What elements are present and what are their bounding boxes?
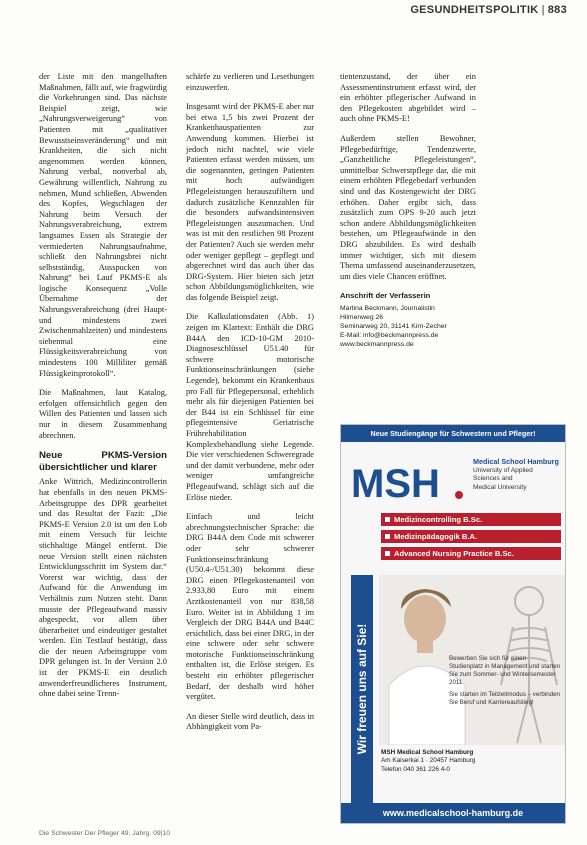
school-line: University of Applied Sciences and [473,466,533,483]
course-item [381,513,561,526]
ad-info-text: Sie starten im Teilzeitmodus – verbinden Sie Beruf und Karriereaufstieg! [449,691,560,706]
bullet-icon [385,534,390,539]
course-label: Advanced Nursing Practice B.Sc. [394,549,514,558]
address-phone: Telefon 040 361 226 4-0 [381,765,450,773]
paragraph: schärfe zu verlieren und Lesetbungen einzuwerfen. [186,72,314,92]
contact-line: Martina Beckmann, Journalistin [340,305,435,313]
ad-address [381,749,561,774]
section-subheading: Neue PKMS-Version übersichtlicher und klarer [39,450,167,473]
school-name: Medical School Hamburg [473,457,559,466]
school-description [473,458,561,492]
bullet-icon [385,517,390,522]
course-label: Medizinpädagogik B.A. [394,532,478,541]
paragraph: Die Kalkulationsdaten (Abb. 1) zeigen im Klartext: Enthält die DRG B44A den ICD-10-GM 2010-Diagnoseschlüssel U51.40 für schwere motorische Funktionseinschränkungen (siehe Legende), bekommt ein Krankenhaus pro Fall für Pflegepersonal, erheblich mehr als für diejenigen Patienten bei der B44 ist ein Schlüssel für eine pflegeintensive Geriatrische Frührehabilitation Komplexbehandlung siehe Legende. Die vier verschiedenen Schweregrade und der damit verbundene, mehr oder weniger umfangreiche Pflegeaufwand, schlägt sich auf die Erlöse nieder. [186,312,314,502]
paragraph: der Liste mit den mangelhaften Maßnahmen, fällt auf, wie fragwürdig die Vorkehrungen sind. Das nächste Beispiel zeigt, wie „Nahrungsverweigerung“ von Patienten mit „qualitativer Bewusstseinsveränderung“ und mit Krankheiten, die sich nicht angenommen werden können, Nahrung verbal, nonverbal ab, Gewährung willentlich, Nahrung zu nehmen, Mund schließen, Abwenden des Kopfes, Wegschlagen der Nahrung beim Versuch der Nahrungsverabreichung, extrem langsames Essen als Strategie der vermiederten Nahrungsaufnahme, schließt den Nahrungsbrei nicht selbstständig, Ausspucken von Nahrung“ bei Lauf PKMS-E als logische Konsequenz „Volle Übernahme der Nahrungsverabreichung (drei Haupt- und mindestens zwei Zwischenmahlzeiten) und mindestens siebenmal eine Flüssigkeitsverabreichung von mindestens 100 Milliliter gemäß Flüssigkeitsprotokoll“. [39,72,167,378]
text-column-3 [340,72,476,349]
course-list [381,513,561,564]
contact-website[interactable]: www.beckmannpress.de [340,341,414,349]
ad-url-link[interactable]: www.medicalschool-hamburg.de [341,803,565,823]
contact-line: Seminarweg 20, 31141 Kirn-Zecher [340,323,447,331]
contact-line: Hilmenweg 26 [340,314,384,322]
paragraph: Insgesamt wird der PKMS-E aber nur bei etwa 1,5 bis zwei Prozent der Krankenhauspatienten zur Anwendung kommen. Hierbei ist jedoch nicht nachtel, wie viele Patienten erfasst werden müssen, um die sogenannten, geringen Patienten mit hoch aufwändigen Pflegeleistungen herauszufiltern und dadurch zusätzliche Kennzahlen für die besonders aufwandsintensiven Pflegeleistungen auszumachen. Und was ist mit den restlichen 98 Prozent der Patienten? Auch sie werden mehr oder weniger gepflegt – gepflegt und abgerechnet wird das auch über das DRG-System. Hier bieten sich jetzt schon Abbildungsmöglichkeiten, wie das folgende Beispiel zeigt. [186,102,314,302]
course-label: Medizincontrolling B.Sc. [394,515,483,524]
author-contact [340,291,476,349]
school-line: Medical University [473,483,527,491]
section-title: GESUNDHEITSPOLITIK [410,4,539,16]
header-separator: | [541,4,545,16]
page-number: 883 [547,4,567,16]
advertisement [340,424,566,824]
ad-banner: Neue Studiengänge für Schwestern und Pfleger! [341,425,565,442]
logo-text: MSH [351,462,440,506]
msh-logo [349,455,471,507]
bullet-icon [385,551,390,556]
page-footer: Die Schwester Der Pfleger 49. Jahrg. 09|10 [39,830,170,837]
paragraph: Anke Wittrich, Medizincontrollerin hat ebenfalls in den neuen PKMS-Arbeitsgruppe des DPR gearbeitet und das Resultat der Fazit: „Die PKMS-E Version 2.0 ist um den Lob mit einem Versuch für leichte stichhaltige Mängel entfernt. Die neue Version stellt einen nächsten Entwicklungsschritt im System dar.“ Vorerst war wichtig, dass der Aufwand für die Anwendung im Verhältnis zum Nutzen steht. Dann musste der Pflegeaufwand massiv abgespeckt, vor allem über überarbeitet und eindeutiger gestaltet werden. Ein Testlauf bestätigt, dass die der neuen Arbeitsgruppe vom DPR gelungen ist. In der Version 2.0 ist der PKMS-E ein deutlich anwenderfreundlicheres Instrument, ohne dabei seine Trenn- [39,477,167,699]
paragraph: Die Maßnahmen, laut Katalog, erfolgen offensichtlich gegen den Willen des Patienten und lassen sich nur in diesem Zusammenhang abrechnen. [39,388,167,440]
text-column-2 [186,72,314,742]
paragraph: An dieser Stelle wird deutlich, dass in Abhängigkeit vom Pa- [186,711,314,732]
paragraph: tientenzustand, der über ein Assessmentinstrument erfasst wird, der ein erhöhter pflegerischer Aufwand in den Pflegekosten abgebildet wird – auch ohne PKMS-E! [340,72,476,124]
course-item [381,547,561,560]
vertical-slogan: Wir freuen uns auf Sie! [355,623,369,755]
course-item [381,530,561,543]
contact-title: Anschrift der Verfasserin [340,291,431,301]
contact-email[interactable]: E-Mail: info@beckmannpress.de [340,332,439,340]
logo-dot [455,491,463,499]
ad-vertical-bar [351,575,373,803]
paragraph: Außerdem stellen Bewohner, Pflegebedürftige, Tendenzwerte, „Ganzheitliche Pflegeleistungen“, unmittelbar Schwerstpflege dar, die mit einem erhöhten Pflegebedarf verbunden sind und das Kostengewicht der DRG erhöhen. Daher ergibt sich, dass zusätzlich zum OPS 9-20 auch jetzt schon andere Abbildungsmöglichkeiten bestehen, um Pflegeaufwände in den DRG abzubilden. Es wird deshalb immer wichtiger, sich mit diesem Thema umfassend auseinanderzusetzen, um dies viele Chancen eröffnet. [340,133,476,281]
ad-info-text: Bewerben Sie sich für einen Studienplatz in Management und starten Sie zum Sommer- und Wintersemester 2011 [449,655,561,686]
running-header [410,4,567,16]
text-column-1 [39,72,167,709]
paragraph: Einfach und leicht abrechnungstechnischer Sprache: die DRG B44A dem Code mit schwerer oder sehr schwerer Funktionseinschränkung (U50.4-/U51.30) bekommt diese DRG einen Pflegekostenanteil von 2.933,80 Euro mit einem Arztkostenanteil von nur 838,58 Euro. Weiter ist in Abbildung 1 im Vergleich der DRG B44A und B44C ersichtlich, dass bei einer DRG, in der eine schwere oder sehr schwere motorische Funktionseinschränkung enthalten ist, die Erlöse steigen. Es besteht ein erhöhter pflegerischer Bedarf, der deshalb wird höher vergütet. [186,512,314,702]
address-line: Am Kaiserkai 1 · 20457 Hamburg [381,757,476,765]
ad-info [449,655,561,711]
address-name: MSH Medical School Hamburg [381,749,474,756]
